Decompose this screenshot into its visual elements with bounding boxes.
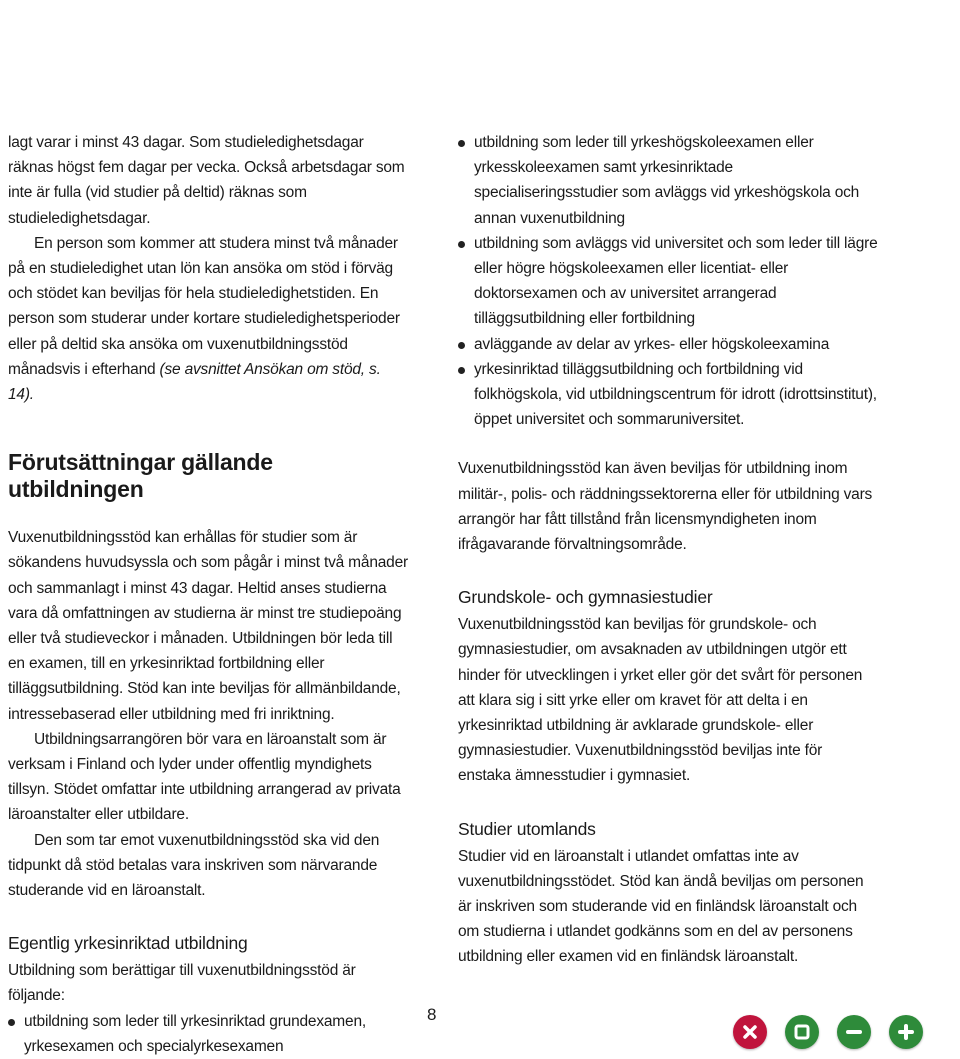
left-paragraph-1: lagt varar i minst 43 dagar. Som studieledighetsdagar räknas högst fem dagar per vecka. Också arbetsdagar som inte är fulla (vid studier på deltid) räknas som studieledighetsdagar.	[8, 134, 405, 227]
right-paragraph-3: Studier vid en läroanstalt i utlandet omfattas inte av vuxenutbildningsstödet. Stöd kan ändå beviljas om personen är inskriven som studerande vid en finländsk läroanstalt och om studierna i utlandet godkänns som en del av personens utbildning eller examen vid en finländsk läroanstalt.	[458, 847, 864, 966]
zoom-in-button[interactable]	[889, 1015, 923, 1049]
left-paragraph-3: Vuxenutbildningsstöd kan erhållas för studier som är sökandens huvudsyssla och som pågår i minst två månader och sammanlagt i minst 43 dagar. Heltid anses studierna vara då omfattningen av studierna är minst tre studiepoäng eller två studieveckor i månaden. Utbildningen bör leda till en examen, till en yrkesinriktad fortbildning eller tilläggsutbildning. Stöd kan inte beviljas för allmänbildande, intressebaserad eller utbildning med fri inriktning.	[8, 529, 408, 723]
right-bullet-list	[458, 130, 878, 432]
list-item	[458, 332, 878, 357]
list-item-text: utbildning som leder till yrkesinriktad grundexamen, yrkesexamen och specialyrkesexamen	[24, 1012, 366, 1055]
section-heading-forutsattningar: Förutsättningar gällande utbildningen	[8, 449, 273, 503]
left-paragraph-2-reference: (se avsnittet Ansökan om stöd, s. 14).	[8, 360, 381, 404]
right-paragraph-2: Vuxenutbildningsstöd kan beviljas för grundskole- och gymnasiestudier, om avsaknaden av utbildningen utgör ett hinder för utvecklingen i yrket eller gör det svårt för personen att klara sig i sitt yrke eller om kravet för att delta i en yrkesinriktad utbildning är avklarade grundskole- eller gymnasiestudier. Vuxenutbildningsstöd beviljas inte för enstaka ämnesstudier i gymnasiet.	[458, 616, 863, 785]
left-paragraph-2	[8, 231, 408, 407]
list-item	[8, 1009, 408, 1059]
right-column	[458, 130, 878, 970]
viewer-toolbar	[733, 1015, 923, 1049]
left-paragraph-2-text: En person som kommer att studera minst två månader på en studieledighet utan lön kan ansöka om stöd i förväg och stödet kan beviljas för hela studieledighetstiden. En person som studerar under kortare studieledighetsperioder eller på deltid ska ansöka om vuxenutbildningsstöd månadsvis i efterhand	[8, 234, 400, 378]
list-item-text: utbildning som avläggs vid universitet och som leder till lägre eller högre högskoleexamen eller licentiat- eller doktorsexamen och av universitet arrangerad tilläggsutbildning eller fortbildning	[474, 234, 878, 328]
left-paragraph-4: Utbildningsarrangören bör vara en läroanstalt som är verksam i Finland och lyder under offentlig myndighets tillsyn. Stödet omfattar inte utbildning arrangerad av privata läroanstalter eller utbildare.	[8, 730, 401, 824]
list-item-text: utbildning som leder till yrkeshögskoleexamen eller yrkesskoleexamen samt yrkesinriktade specialiseringsstudier som avläggs vid yrkeshögskola och annan vuxenutbildning	[474, 134, 860, 227]
bullet-icon	[458, 367, 465, 374]
bullet-icon	[458, 140, 465, 147]
section-heading-egentlig: Egentlig yrkesinriktad utbildning	[8, 933, 248, 954]
close-button[interactable]	[733, 1015, 767, 1049]
close-icon	[741, 1023, 759, 1041]
section-heading-utomlands: Studier utomlands	[458, 818, 596, 839]
list-item	[458, 231, 878, 332]
left-paragraph-6: Utbildning som berättigar till vuxenutbildningsstöd är följande:	[8, 962, 356, 1005]
bullet-icon	[458, 342, 465, 349]
bullet-icon	[8, 1019, 15, 1026]
page-number: 8	[427, 1005, 437, 1024]
list-item-text: yrkesinriktad tilläggsutbildning och fortbildning vid folkhögskola, vid utbildningscentrum för idrott (idrottsinstitut), öppet universitet och sommaruniversitet.	[474, 360, 877, 429]
fit-page-button[interactable]	[785, 1015, 819, 1049]
section-heading-grundskole: Grundskole- och gymnasiestudier	[458, 587, 713, 608]
bullet-icon	[458, 241, 465, 248]
left-column	[8, 130, 408, 1059]
list-item	[458, 357, 878, 433]
left-paragraph-5: Den som tar emot vuxenutbildningsstöd ska vid den tidpunkt då stöd betalas vara inskriven som närvarande studerande vid en läroanstalt.	[8, 831, 380, 900]
zoom-out-button[interactable]	[837, 1015, 871, 1049]
left-bullet-list	[8, 1009, 408, 1059]
plus-icon	[897, 1023, 915, 1041]
right-paragraph-1: Vuxenutbildningsstöd kan även beviljas för utbildning inom militär-, polis- och räddningssektorerna eller för utbildning vars arrangör har fått tillstånd från licensmyndigheten inom ifrågavarande förvaltningsområde.	[458, 460, 873, 554]
square-icon	[793, 1023, 811, 1041]
list-item	[458, 130, 878, 231]
minus-icon	[845, 1023, 863, 1041]
list-item-text: avläggande av delar av yrkes- eller högskoleexamina	[474, 335, 830, 353]
